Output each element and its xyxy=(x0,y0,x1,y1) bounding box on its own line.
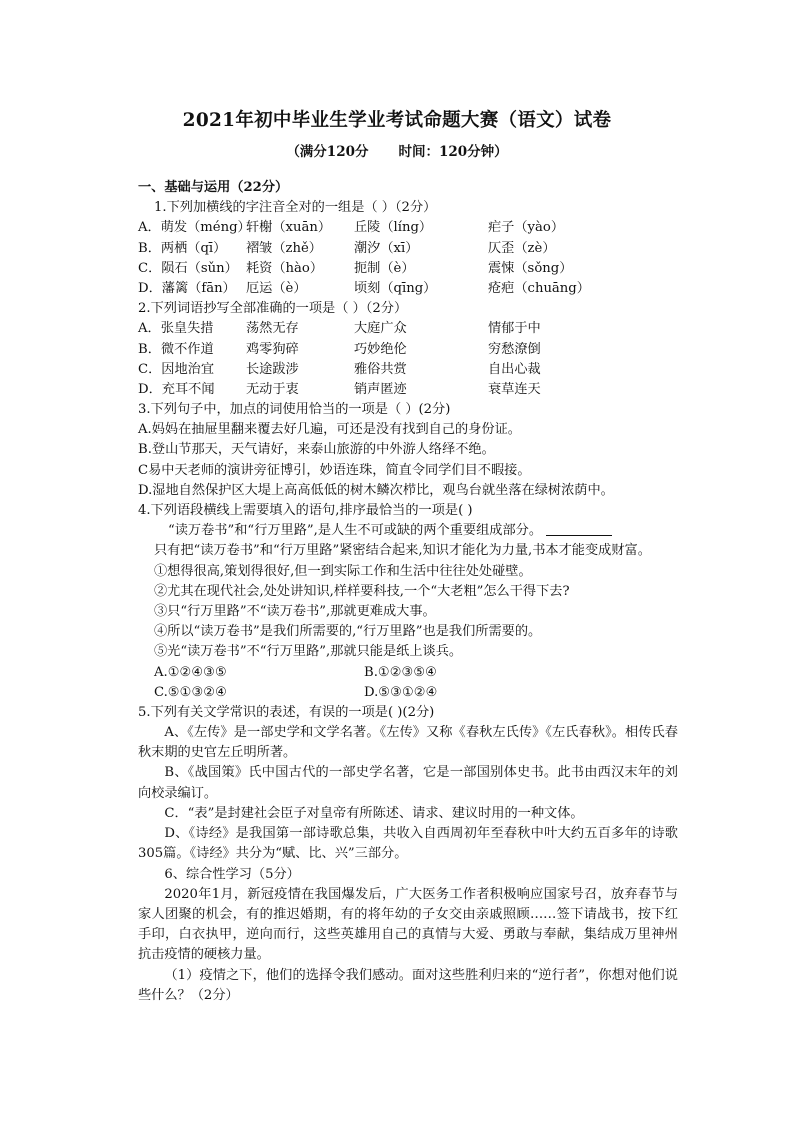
q2-d-4: 衰草连天 xyxy=(488,381,541,397)
q4-option-d: D.⑤③①②④ xyxy=(364,684,438,700)
q4-sentence-4: ④所以“读万卷书”是我们所需要的,“行万里路”也是我们所需要的。 xyxy=(154,624,542,640)
question-6-stem: 6、综合性学习（5分） xyxy=(164,866,300,882)
q1-a-4: 疟子（yào） xyxy=(488,220,565,236)
q1-b-1: B．两栖（qī） xyxy=(138,240,227,256)
q3-option-b: B.登山节那天，天气请好，来泰山旅游的中外游人络绎不绝。 xyxy=(138,442,495,458)
q1-option-b xyxy=(138,239,678,259)
question-4-stem: 4.下列语段横线上需要填入的语句,排序最恰当的一项是( ) xyxy=(138,503,473,518)
q1-b-2: 褶皱（zhě） xyxy=(246,240,322,256)
q2-c-4: 自出心裁 xyxy=(488,361,541,377)
q4-sentence-1: ①想得很高,策划得很好,但一到实际工作和生活中往往处处碰壁。 xyxy=(154,563,532,579)
q1-c-1: C．陨石（sǔn） xyxy=(138,260,238,276)
q4-options-row-2 xyxy=(138,683,678,703)
exam-body xyxy=(138,178,678,1006)
q5-option-d: D、《诗经》是我国第一部诗歌总集，共收入自西周初年至春秋中叶大约五百多年的诗歌305篇。《诗经》共分为“赋、比、兴”三部分。 xyxy=(138,826,678,862)
q2-b-1: B．微不作道 xyxy=(138,341,214,357)
q2-b-2: 鸡零狗碎 xyxy=(246,341,299,357)
q2-option-a xyxy=(138,319,678,339)
q1-c-4: 震悚（sǒng） xyxy=(488,260,573,276)
q2-a-3: 大庭广众 xyxy=(354,321,407,337)
q4-answer-blank xyxy=(546,521,612,536)
q4-sentence-3: ③只“行万里路”不“读万卷书”,那就更难成大事。 xyxy=(154,603,436,619)
q3-option-c: C易中天老师的演讲旁征博引，妙语连珠，简直令同学们目不暇接。 xyxy=(138,462,531,478)
q1-option-d xyxy=(138,279,678,299)
q2-c-1: C．因地治宜 xyxy=(138,361,215,377)
section-heading: 一、基础与运用（22分） xyxy=(138,180,289,195)
q2-option-c xyxy=(138,360,678,380)
q3-option-d: D.湿地自然保护区大堤上高高低低的树木鳞次栉比，观鸟台就坐落在绿树浓荫中。 xyxy=(138,482,614,498)
question-5-stem: 5.下列有关文学常识的表述，有误的一项是( )(2分) xyxy=(138,704,435,720)
q2-a-4: 情郁于中 xyxy=(488,321,541,337)
exam-time: 时间：120分钟） xyxy=(398,144,508,160)
q5-option-a: A、《左传》是一部史学和文学名著。《左传》又称《春秋左氏传》《左氏春秋》。相传氏春秋末期的史官左丘明所著。 xyxy=(138,725,678,761)
q2-c-2: 长途跋涉 xyxy=(246,361,299,377)
q6-passage: 2020年1月，新冠疫情在我国爆发后，广大医务工作者积极响应国家号召，放弃春节与家人团聚的机会，有的推迟婚期，有的将年幼的子女交由亲戚照顾……签下请战书，按下红手印，白衣执甲，逆向而行，这些英雄用自己的真情与大爱、勇敢与奉献，集结成万里神州抗击疫情的硬核力量。 xyxy=(138,886,678,963)
q4-option-a: A.①②④③⑤ xyxy=(154,664,227,680)
q4-sentence-2: ②尤其在现代社会,处处讲知识,样样要科技,一个“大老粗”怎么干得下去? xyxy=(154,583,570,599)
question-2-stem: 2.下列词语抄写全部准确的一项是（ ）（2分） xyxy=(138,301,408,317)
q5-option-c: C．“表”是封建社会臣子对皇帝有所陈述、请求、建议时用的一种文体。 xyxy=(164,805,584,821)
exam-subtitle xyxy=(0,140,794,160)
q2-option-d xyxy=(138,380,678,400)
q1-a-1: A．萌发（méng） xyxy=(138,220,251,236)
exam-title: 2021年初中毕业生学业考试命题大赛（语文）试卷 xyxy=(182,110,612,131)
q4-passage-line2: 只有把“读万卷书”和“行万里路”紧密结合起来,知识才能化为力量,书本才能变成财富。 xyxy=(154,543,651,559)
q2-a-1: A．张皇失措 xyxy=(138,321,214,337)
q1-option-a xyxy=(138,218,678,238)
q4-passage-line1 xyxy=(138,521,678,541)
q2-b-3: 巧妙绝伦 xyxy=(354,341,407,357)
q1-a-3: 丘陵（líng） xyxy=(354,220,433,236)
full-score: （满分120分 xyxy=(286,144,369,160)
q2-option-b xyxy=(138,340,678,360)
q1-d-2: 厄运（è） xyxy=(246,280,307,296)
question-1-stem: 1.下列加横线的字注音全对的一组是（ ）（2分） xyxy=(154,200,437,216)
q4-sentence-5: ⑤光“读万卷书”不“行万里路”,那就只能是纸上谈兵。 xyxy=(154,644,463,660)
q6-sub-question-1: （1）疫情之下，他们的选择令我们感动。面对这些胜利归来的“逆行者”，你想对他们说些什么？（2分） xyxy=(138,967,678,1003)
q1-c-2: 耗资（hào） xyxy=(246,260,324,276)
q4-options-row-1 xyxy=(138,663,678,683)
q2-d-3: 销声匿迹 xyxy=(354,381,407,397)
q1-c-3: 扼制（è） xyxy=(354,260,415,276)
q1-d-3: 顷刻（qīng） xyxy=(354,280,437,296)
q2-d-2: 无动于衷 xyxy=(246,381,299,397)
q2-c-3: 雅俗共赏 xyxy=(354,361,407,377)
q5-option-b: B、《战国策》氏中国古代的一部史学名著，它是一部国别体史书。此书由西汉末年的刘向校录编订。 xyxy=(138,765,678,801)
q2-b-4: 穷愁潦倒 xyxy=(488,341,541,357)
q1-b-3: 潮汐（xī） xyxy=(354,240,419,256)
question-3-stem: 3.下列句子中，加点的词使用恰当的一项是（ ）(2分) xyxy=(138,402,451,418)
q1-d-4: 疮疤（chuāng） xyxy=(488,280,590,296)
q2-d-1: D．充耳不闻 xyxy=(138,381,215,397)
q4-passage-text: “读万卷书”和“行万里路”,是人生不可或缺的两个重要组成部分。 xyxy=(168,523,543,539)
q4-option-c: C.⑤①③②④ xyxy=(154,684,227,700)
q4-option-b: B.①②③⑤④ xyxy=(364,664,437,680)
q1-d-1: D．藩篱（fān） xyxy=(138,280,236,296)
q3-option-a: A.妈妈在抽屉里翻来覆去好几遍，可还是没有找到自己的身份证。 xyxy=(138,422,521,438)
q1-b-4: 仄歪（zè） xyxy=(488,240,556,256)
q1-a-2: 轩榭（xuān） xyxy=(246,220,332,236)
q1-option-c xyxy=(138,259,678,279)
q2-a-2: 荡然无存 xyxy=(246,321,299,337)
